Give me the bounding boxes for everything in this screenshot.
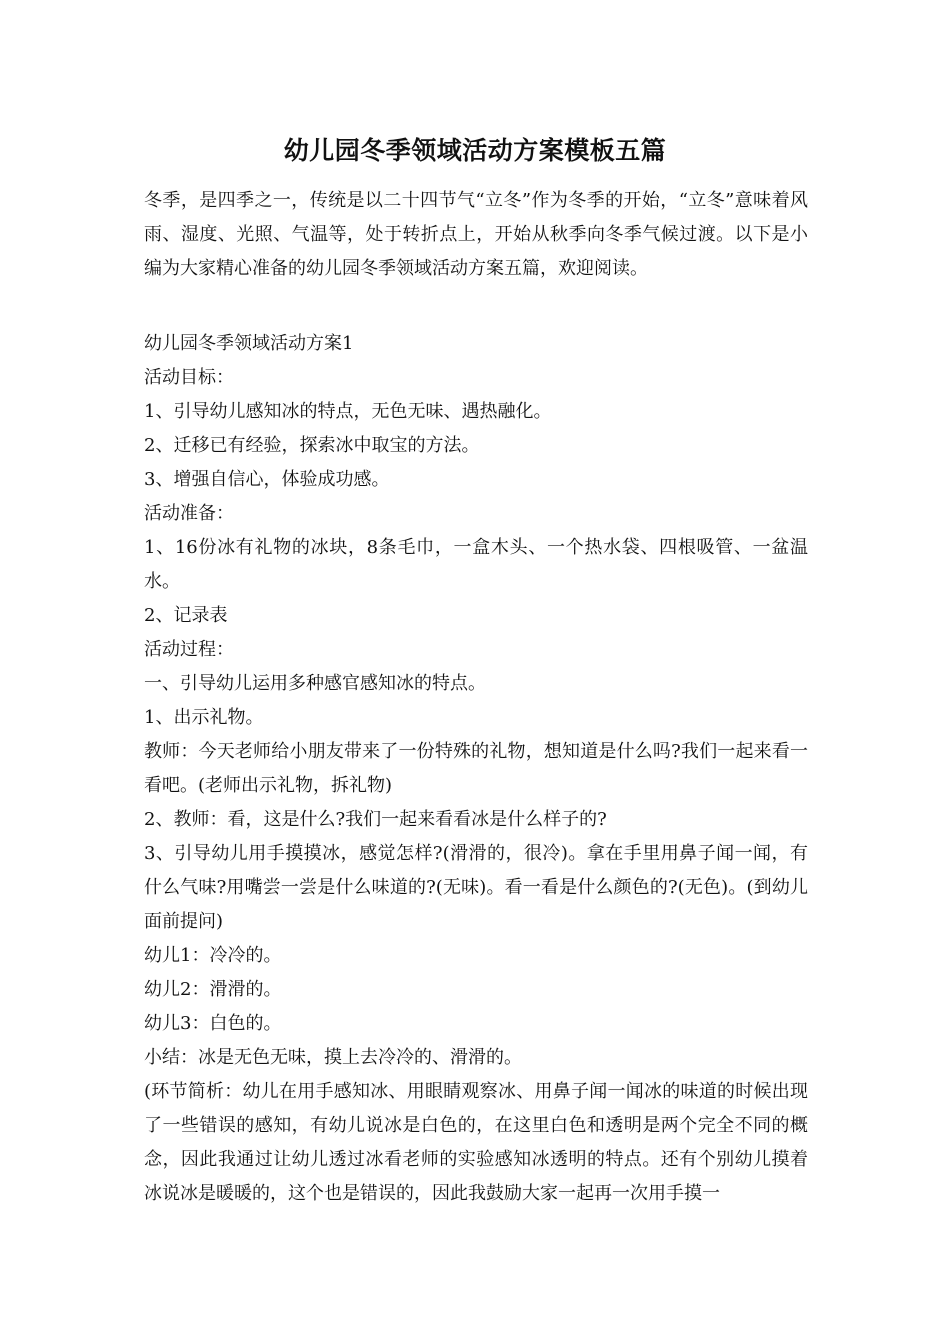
list-item: 幼儿3：白色的。 <box>144 1013 282 1034</box>
list-item: 2、教师：看，这是什么?我们一起来看看冰是什么样子的? <box>144 809 607 830</box>
body-paragraph: 3、引导幼儿用手摸摸冰，感觉怎样?(滑滑的，很冷)。拿在手里用鼻子闻一闻，有什么气味?用嘴尝一尝是什么味道的?(无味)。看一看是什么颜色的?(无色)。(到幼儿面前提问) <box>144 843 808 932</box>
list-item: 3、增强自信心，体验成功感。 <box>144 469 390 490</box>
subheading-preparation: 活动准备： <box>144 503 234 524</box>
subheading-goals: 活动目标： <box>144 367 234 388</box>
summary-paragraph: 小结：冰是无色无味，摸上去冷冷的、滑滑的。 <box>144 1047 522 1068</box>
list-item: 1、出示礼物。 <box>144 707 264 728</box>
intro-paragraph: 冬季，是四季之一，传统是以二十四节气“立冬”作为冬季的开始，“立冬”意味着风雨、湿度、光照、气温等，处于转折点上，开始从秋季向冬季气候过渡。以下是小编为大家精心准备的幼儿园冬季领域活动方案五篇，欢迎阅读。 <box>144 190 808 279</box>
list-item: 1、16份冰有礼物的冰块，8条毛巾，一盒木头、一个热水袋、四根吸管、一盆温水。 <box>144 537 808 592</box>
subheading-process: 活动过程： <box>144 639 234 660</box>
list-item: 2、迁移已有经验，探索冰中取宝的方法。 <box>144 435 480 456</box>
section-heading: 幼儿园冬季领域活动方案1 <box>144 333 354 354</box>
body-paragraph: (环节简析：幼儿在用手感知冰、用眼睛观察冰、用鼻子闻一闻冰的味道的时候出现了一些错误的感知，有幼儿说冰是白色的，在这里白色和透明是两个完全不同的概念，因此我通过让幼儿透过冰看老师的实验感知冰透明的特点。还有个别幼儿摸着冰说冰是暖暖的，这个也是错误的，因此我鼓励大家一起再一次用手摸一 <box>144 1081 808 1204</box>
list-item: 一、引导幼儿运用多种感官感知冰的特点。 <box>144 673 486 694</box>
document-body <box>144 327 808 1211</box>
list-item: 幼儿2：滑滑的。 <box>144 979 282 1000</box>
body-paragraph: 教师：今天老师给小朋友带来了一份特殊的礼物，想知道是什么吗?我们一起来看一看吧。(老师出示礼物，拆礼物) <box>144 741 808 796</box>
list-item: 2、记录表 <box>144 605 228 626</box>
list-item: 幼儿1：冷冷的。 <box>144 945 282 966</box>
document-title: 幼儿园冬季领域活动方案模板五篇 <box>283 136 667 165</box>
list-item: 1、引导幼儿感知冰的特点，无色无味、遇热融化。 <box>144 401 552 422</box>
